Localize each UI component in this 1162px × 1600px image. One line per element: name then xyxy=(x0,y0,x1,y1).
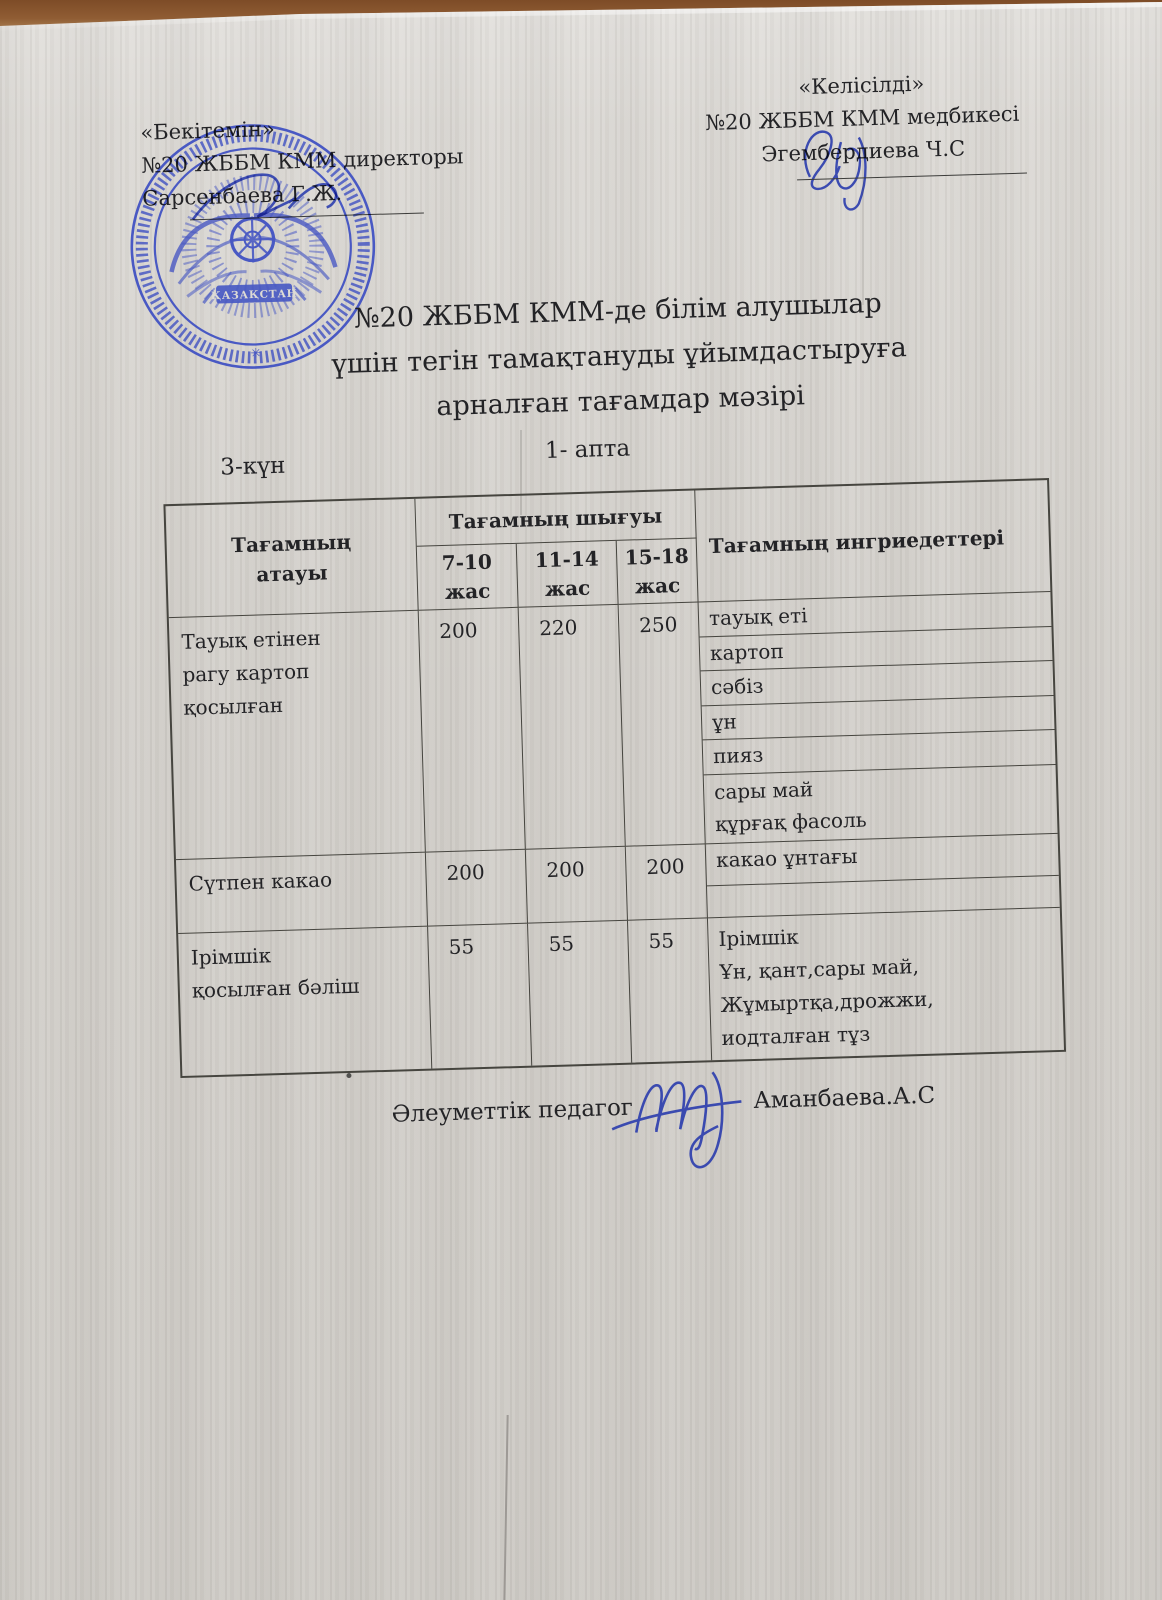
approval-left-status: «Бекітемін» xyxy=(140,116,276,145)
title-line-2: үшін тегін тамақтануды ұйымдастыруға xyxy=(331,332,908,381)
table-row-1-portion-15-18: 250 xyxy=(619,602,706,846)
ingredient-item: картоп xyxy=(700,627,1053,672)
table-row-2-ingredients xyxy=(706,834,1060,918)
paper-crease xyxy=(520,430,522,515)
ingredient-item: пияз xyxy=(703,730,1056,775)
pedagog-signature xyxy=(600,1047,764,1182)
footer-role-label: Әлеуметтік педагог xyxy=(391,1094,634,1128)
menu-table xyxy=(163,478,1066,1078)
title-line-1: №20 ЖББМ КММ-де білім алушылар xyxy=(353,287,883,335)
table-row-1-dish: Тауық етінен рагу картоп қосылған xyxy=(169,611,426,860)
table-row-3-ingredients: Ірімшік Ұн, қант,сары май, Жұмыртқа,дрожжи, иодталған тұз xyxy=(718,924,934,1050)
header-dish-output: Тағамның шығуы xyxy=(415,491,696,547)
approval-right-name: Эгембердиева Ч.С xyxy=(761,136,966,167)
nurse-signature xyxy=(782,112,915,216)
table-row-2-portion-7-10: 200 xyxy=(426,850,528,927)
ingredient-item: сары май құрғақ фасоль xyxy=(713,776,867,836)
table-row-1-ingredients xyxy=(699,592,1058,844)
table-row-3-dish: Ірімшік қосылған бәліш xyxy=(178,927,432,1076)
ink-dot-artifact xyxy=(346,1073,351,1078)
paper-crease xyxy=(862,95,864,305)
approval-right-org: №20 ЖББМ КММ медбикесі xyxy=(704,101,1020,136)
header-age-11-14: 11-14 жас xyxy=(517,541,619,608)
approval-left-name: Сарсенбаева Г.Ж. xyxy=(141,180,343,211)
table-row-1-portion-7-10: 200 xyxy=(419,608,526,853)
week-label: 1- апта xyxy=(544,435,631,464)
stamp-star-icon: ✳ xyxy=(250,346,262,362)
title-line-3: арналған тағамдар мәзірі xyxy=(435,380,806,423)
stamp-banner-text: ҚАЗАҚСТАН xyxy=(210,287,298,303)
table-row-1-portion-11-14: 220 xyxy=(519,605,626,850)
table-row-3-portion-7-10: 55 xyxy=(428,924,532,1069)
header-age-7-10: 7-10 жас xyxy=(417,544,519,611)
footer-signer-name: Аманбаева.А.С xyxy=(752,1082,936,1115)
header-ingredients: Тағамның ингриедеттері xyxy=(695,480,1050,602)
table-row-3-portion-11-14: 55 xyxy=(528,921,632,1066)
ingredient-item: сәбіз xyxy=(701,661,1054,706)
approval-left-org: №20 ЖББМ КММ директоры xyxy=(141,144,464,178)
director-signature xyxy=(183,156,365,241)
approval-right-status: «Келісілді» xyxy=(798,71,925,100)
day-label: 3-күн xyxy=(219,452,286,481)
table-row-3-portion-15-18: 55 xyxy=(628,918,712,1062)
header-age-15-18: 15-18 жас xyxy=(617,538,699,604)
header-dish-name: Тағамның атауы xyxy=(165,499,418,618)
ingredient-item: какао ұнтағы xyxy=(706,834,1059,886)
document-title xyxy=(177,276,1061,437)
ingredient-item: ұн xyxy=(702,695,1055,740)
table-row-2-portion-11-14: 200 xyxy=(526,847,628,924)
ingredient-item: тауық еті xyxy=(699,592,1052,637)
table-row-2-dish: Сүтпен какао xyxy=(176,853,428,934)
table-row-2-portion-15-18: 200 xyxy=(626,844,708,920)
